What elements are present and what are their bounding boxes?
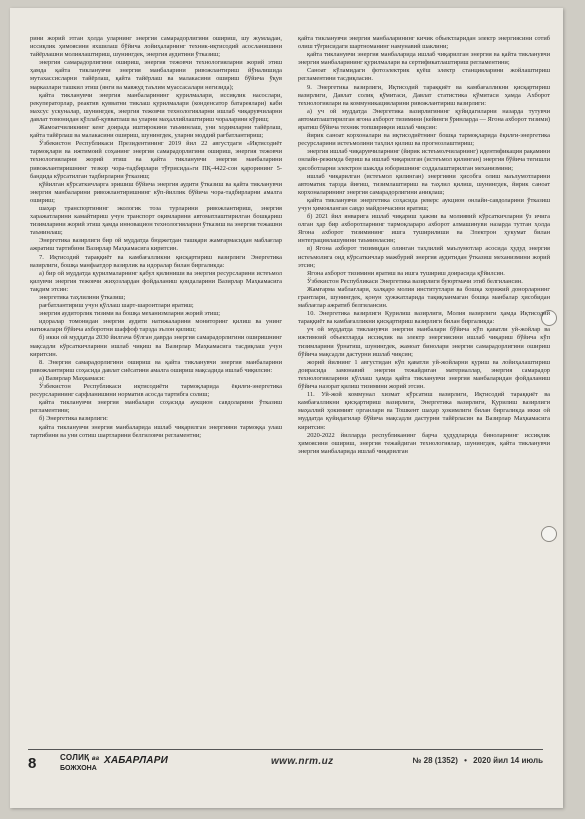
paragraph: 7. Иқтисодий тараққиёт ва камбағалликни қисқартириш вазирлиги Энергетика вазирлиги, бошқа манфаатдор вазирлик ва идоралар билан биргаликда: (30, 253, 282, 269)
paragraph: энергетика таҳлилини ўтказиш; (39, 294, 126, 301)
paragraph: қайта тикланувчи энергия манбалари соҳасида аукцион савдоларини ўтказиш регламентини; (30, 399, 282, 415)
paragraph: б) икки ой муддатда 2030 йилгача бўлган даврда энергия самарадорлигини оширишнинг мақсадли кўрсаткичларини ишлаб чиқиш ва Вазирлар Маҳкамасига тасдиқлаш учун киритсин. (30, 334, 282, 358)
paragraph: қайта тикланувчи энергия манбаларининг қурилмалари, иссиқлик насослари, рекуператорлар, реактив қувватни тиклаш қурилмалари (конденсатор батареялари) каби махсус ускуналар, шунингдек, энергия тежовчи технологияларни ишлаб чиқарувчиларни давлат томонидан қўллаб-қувватлаш ва уларни маҳаллийлаштириш чораларини кўриш; (30, 91, 282, 123)
paragraph: энергия аудиторлик тизими ва бошқа механизмларни жорий этиш; (39, 310, 221, 318)
paragraph: а) Вазирлар Маҳкамаси: (39, 374, 105, 382)
website-link[interactable]: www.nrm.uz (271, 756, 334, 767)
paragraph: Жамоатчиликнинг кенг доирада иштирокини таъминлаш, уни ходимларни тайёрлаш, қайта тайёрлаш ва малакасини ошириш, шунингдек, уларни моддий рағбатлантириш; (30, 124, 282, 140)
paragraph: Ўзбекистон Республикаси Энергетика вазирлиги буюртмачи этиб белгилансин. (307, 277, 523, 285)
logo-line2-suffix: ХАБАРЛАРИ (104, 755, 168, 766)
paragraph: Ўзбекистон Республикаси Президентининг 2019 йил 22 августдаги «Иқтисодиёт тармоқлари ва ижтимоий соҳанинг энергия самарадорлигини ошириш, энергия тежовчи технологияларни жорий этиш ва қайта тикланувчи энергия манбаларини ривожлантиришнинг тезкор чора-тадбирлари тўғрисида»ги ПҚ-4422-сон қарорининг 5-бандида кўрсатилган тадбирларни ўтказиш; (30, 140, 282, 180)
paragraph: қўйилган кўрсаткичларга эришиш бўйича энергия аудити ўтказиш ва қайта тикланувчи энергия манбаларини ривожлантиришнинг кўп-йиллик бўйича чора-тадбирларни амалга ошириш; (30, 180, 282, 204)
paragraph: б) Энергетика вазирлиги: (39, 415, 108, 423)
paragraph: Ўзбекистон Республикаси иқтисодиёти тармоқларида ёқилғи-энергетика ресурсларининг сарфланишини норматив асосда тартибга солиш; (30, 383, 282, 399)
paragraph: ишлаб чиқарилган (истеъмол қилинган) энергияни ҳисобга олиш маълумотларини автоматик тарзда йиғиш, тизимлаштириш ва таҳлил қилиш, шунингдек, йирик саноат корхоналарининг энергия самарадорлигини аниқлаш; (298, 172, 550, 196)
right-column (298, 35, 550, 740)
paragraph: а) бир ой муддатда қурилмаларнинг қабул қилиниши ва энергия ресурсларини истеъмол қилувчи энергия тежовчи жиҳозлардан фойдаланиш қоидаларини Вазирлар Маҳкамасига тақдим этсин: (30, 269, 282, 293)
paragraph: в) Ягона ахборот тизимидан олинган таҳлилий маълумотлар асосида ҳудуд энергия истеъмолига оид кўрсаткичлар мажбурий энергия аудитидан ўтказиш механизмини жорий этсин; (298, 245, 550, 269)
paragraph: қайта тикланувчи энергия манбаларида ишлаб чиқарилган энергия ва қайта тикланувчи энергия манбаларининг қурилмалари ва сертификатлаштириш регламентини; (298, 51, 550, 67)
paragraph: 11. Уй-жой коммунал хизмат кўрсатиш вазирлиги, Иқтисодий тараққиёт ва камбағалликни қисқартириш вазирлиги, Энергетика вазирлиги, Қурилиш вазирлиги маҳаллий ҳокимият органлари ва Тошкент шаҳар ҳокимлиги билан биргаликда икки ой муддатда қуйидагилар бўйича мақсадли дастурни тайёрласин ва Вазирлар Маҳкамасига киритсин: (298, 391, 550, 431)
paragraph: рағбатлантириш учун қўллаш шарт-шароитлари яратиш; (39, 302, 194, 310)
paragraph: Энергетика вазирлиги бир ой муддатда бюджетдан ташқари жамғармасидан маблағлар ажратиш тартибини Вазирлар Маҳкамасига киритсин. (30, 237, 282, 253)
paragraph: Жамғарма маблағлари, халқаро молия институтлари ва бошқа хорижий донорларнинг грантлари, шунингдек, қонун ҳужжатларида тақиқланмаган бошқа манбалар ҳисобидан маблағлар ажратиб белгилансин. (298, 285, 550, 310)
paragraph: рини жорий этган ҳолда уларнинг энергия самарадорлигини ошириш, шу жумладан, иссиқлик ҳимоясини яхшилаш бўйича лойиҳаларнинг техник-иқтисодий асосланишини тайёрлашни молиялаштириш, шунингдек, энергия аудитини ўтказиш; (30, 35, 282, 59)
paragraph: 10. Энергетика вазирлиги Қурилиш вазирлиги, Молия вазирлиги ҳамда Иқтисодий тараққиёт ва камбағалликни қисқартириш вазирлиги билан биргаликда: (298, 310, 550, 326)
paragraph: идоралар томонидан энергия аудити натижаларини мониторинг қилиш ва унинг натижалари бўйича ахборотни шаффоф тарзда эълон қилиш; (30, 318, 282, 334)
newspaper-page (10, 8, 563, 808)
issue-date: 2020 йил 14 июль (473, 756, 543, 765)
paragraph: уч ой муддатда тикланувчи энергия манбалари бўйича кўп қаватли уй-жойлар ва ижтимоий объектларда иссиқлик ва электр энергиясини ишлаб чиқариш бўйича кўп тизимларини ўрнатиш, шунингдек, жамоат бинолари энергия самарадорлигини ошириш бўйича мақсадли дастурни ишлаб чиқсин; (298, 326, 550, 358)
paragraph: шаҳар транспортининг экологик тоза турларини ривожлантириш, энергия харажатларини камайтириш учун транспорт оқимларини автоматлаштирилган бошқариш тизимларини жорий этиш ҳамда инновацион технологияларни ўтказиш ва энергия тежашни таъминлаш; (30, 204, 282, 237)
issue-number: № 28 (1352) (412, 756, 458, 765)
left-column (30, 35, 282, 740)
paragraph: 9. Энергетика вазирлиги, Иқтисодий тараққиёт ва камбағалликни қисқартириш вазирлиги, Давлат солиқ қўмитаси, Давлат статистика қўмитаси ҳамда Ахборот технологиялари ва коммуникацияларини ривожлантириш вазирлиги: (298, 83, 550, 107)
page-footer (28, 749, 543, 776)
paragraph: 2020-2022 йилларда республиканинг барча ҳудудларида биноларнинг иссиқлик ҳимоясини ошириш, энергия тежайдиган технологиялар, шунингдек, қайта тикланувчи энергия манбаларида ишлаб чиқарилган (298, 431, 550, 455)
issue-info (408, 756, 543, 765)
page-number: 8 (28, 754, 37, 772)
paragraph: жорий йилнинг 1 августидан кўп қаватли уй-жойларни қуриш ва лойиҳалаштириш доирасида замонавий энергия тежайдиган материаллар, энергия самарадор технологияларини қўллаш ҳамда қайта тикланувчи энергия манбаларидан фойдаланиш бўйича назорат қилиш тизимини жорий этсин. (298, 358, 550, 391)
paragraph: Ягона ахборот тизимини яратиш ва ишга тушириш доирасида қўйилсин. (307, 269, 505, 277)
bullet-separator: • (464, 756, 467, 765)
paragraph: қайта тикланувчи энергия манбаларида ишлаб чиқарилган энергияни тармоққа улаш тартибини ва уни сотиш шартларини белгиловчи регламентни; (30, 423, 282, 439)
paragraph: энергия ишлаб чиқарувчиларнинг (йирик истеъмолчиларнинг) идентификация рақамини онлайн-режимда бериш ва ишлаб чиқарилган (истеъмол қилинган) энергия бўйича тегишли ҳисоботларни электрон шаклда юборишнинг соддалаштирилган механизмини; (298, 148, 550, 172)
paragraph: қайта тикланувчи энергетика соҳасида реверс аукцион онлайн-савдоларини ўтказиш учун ҳимояланган савдо майдончасини яратиш; (298, 196, 550, 212)
paragraph: қайта тикланувчи энергия манбаларининг кичик объектларидан электр энергиясини сотиб олиш тўғрисидаги шартноманинг намунавий шаклини; (298, 35, 550, 51)
paragraph: йирик саноат корхоналари ва иқтисодиётнинг бошқа тармоқларида ёқилғи-энергетика ресурсларини истеъмолини таҳлил қилиш ва прогнозлаштириш; (298, 132, 550, 148)
paragraph: энергия самарадорлигини ошириш, энергия тежовчи технологияларни жорий этиш ҳамда қайта тикланувчи энергия манбаларини ривожлантириш йўналишида мутахассисларни тайёрлаш, қайта тайёрлаш ва малакасини ошириш бўйича ўқув марказлари ташкил этиш (янги ва мавжуд таълим муассасалари негизида); (30, 59, 282, 91)
paragraph: Саноат кўламидаги фотоэлектрик қуёш электр станцияларини жойлаштириш регламентини тасдиқласин. (298, 67, 550, 83)
logo-line1-suffix: ва (91, 756, 100, 762)
logo-line1: СОЛИҚ (60, 753, 90, 762)
paragraph: 8. Энергия самарадорлигини ошириш ва қайта тикланувчи энергия манбаларини ривожлантириш соҳасида давлат сиёсатини амалга ошириш мақсадида ишлаб чиқилсин: (30, 358, 282, 374)
newspaper-logo (60, 753, 168, 773)
logo-line2: БОЖХОНА (60, 765, 97, 772)
paragraph: а) уч ой муддатда Энергетика вазирлигининг қуйидагиларни назарда тутувчи автоматлаштирилган ягона ахборот тизимини (кейинги ўринларда — Ягона ахборот тизими) яратиш бўйича техник топшириқни ишлаб чиқсин: (298, 107, 550, 132)
paragraph: б) 2021 йил январига ишлаб чиқариш ҳажми ва молиявий кўрсаткичларни ўз ичига олган ҳар бир ахборотларнинг тармоқлараро ахборот алмашинуви назарда тутган ҳолда Ягона ахборот тизимининг ишга туширилиши ва Электрон ҳукумат билан интеграциялашувини таъминласин; (298, 213, 550, 245)
